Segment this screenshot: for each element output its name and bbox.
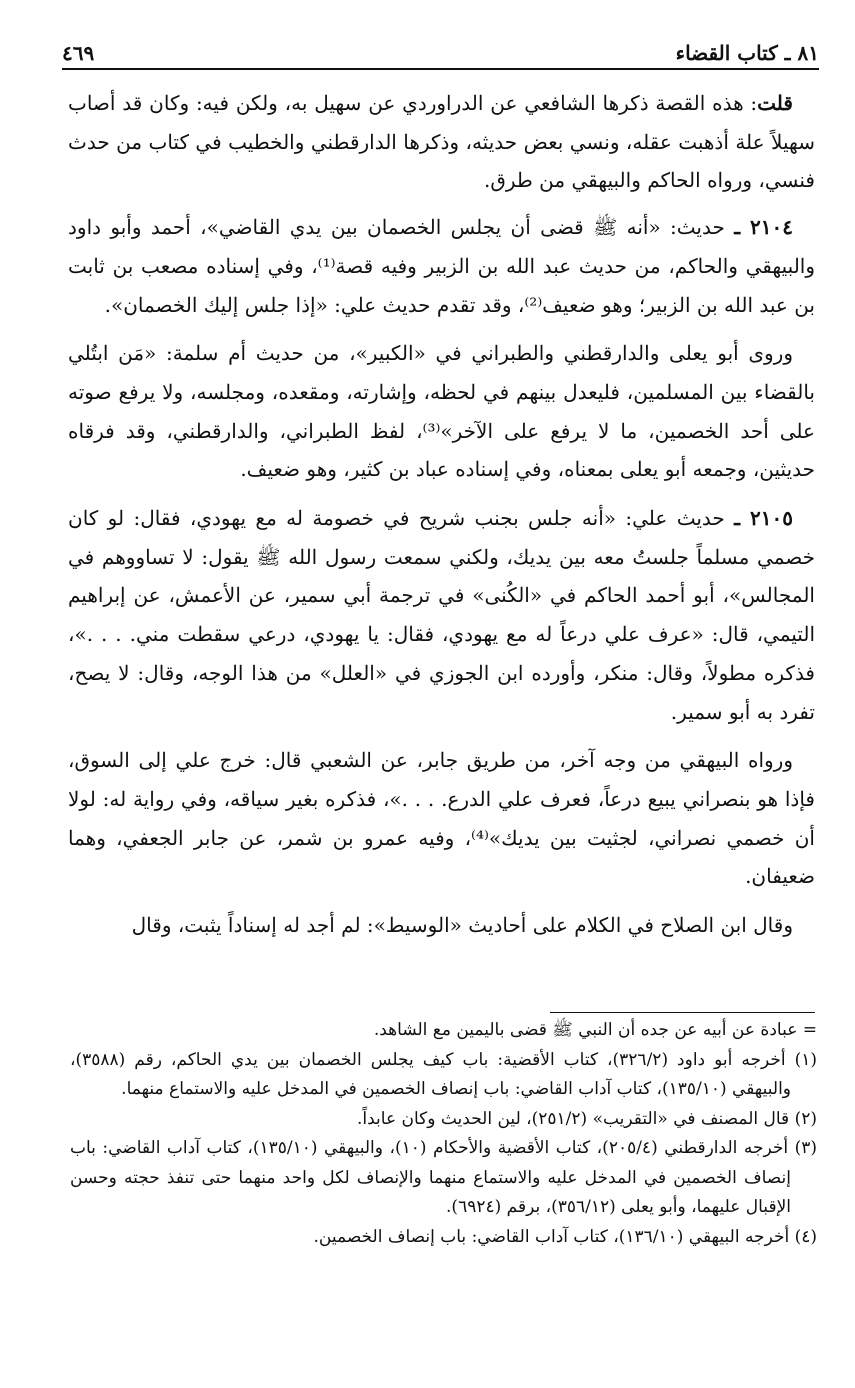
paragraph-ibn-salah: وقال ابن الصلاح في الكلام على أحاديث «الوسيط»: لم أجد له إسناداً يثبت، وقال [131,913,793,938]
hadith-2105-number: ٢١٠٥ ـ [734,506,793,531]
footnote-4: (٤) أخرجه البيهقي (١٣٦/١٠)، كتاب آداب القاضي: باب إنصاف الخصمين. [313,1226,817,1247]
hadith-2104-number: ٢١٠٤ ـ [734,215,793,240]
qult-label: قلت [757,91,793,115]
main-text [68,84,815,955]
hadith-2105-text: حديث علي: «أنه جلس بجنب شريح في خصومة له مع يهودي، فقال: لو كان خصمي مسلماً جلستُ معه بين يديك، ولكني سمعت رسول الله ﷺ يقول: لا تساووهم في المجالس»، أبو أحمد الحاكم في «الكُنى» في ترجمة أبي سمير، عن الأعمش، عن إبراهيم التيمي، قال: «عرف علي درعاً له مع يهودي، فقال: يا يهودي، درعي سقطت مني. . . .»، فذكره مطولاً، وقال: منكر، وأورده ابن الجوزي في «العلل» من هذا الوجه، وقال: لا يصح، تفرد به أبو سمير. [68,506,815,724]
hadith-2104-text: حديث: «أنه ﷺ قضى أن يجلس الخصمان بين يدي القاضي»، أحمد وأبو داود والبيهقي والحاكم، من حديث عبد الله بن الزبير وفيه قصة⁽¹⁾، وفي إسناده مصعب بن ثابت بن عبد الله بن الزبير؛ وهو ضعيف⁽²⁾، وقد تقدم حديث علي: «إذا جلس إليك الخصمان». [68,215,816,317]
page-number: ٤٦٩ [62,41,95,65]
chapter-title: ٨١ ـ كتاب القضاء [675,41,819,65]
footnote-2: (٢) قال المصنف في «التقريب» (٢٥١/٢)، لين الحديث وكان عابداً. [356,1108,817,1129]
paragraph-umm-salama: وروى أبو يعلى والدارقطني والطبراني في «الكبير»، من حديث أم سلمة: «مَن ابتُلي بالقضاء بين المسلمين، فليعدل بينهم في لحظه، وإشارته، ومقعده، ومجلسه، ولا يرفع صوته على أحد الخصمين، ما لا يرفع على الآخر»⁽³⁾، لفظ الطبراني، والدارقطني، وقد فرقاه حديثين، وجمعه أبو يعلى بمعناه، وفي إسناده عباد بن كثير، وهو ضعيف. [68,341,815,482]
paragraph-qult [68,84,815,200]
footnote-rule [550,1012,815,1013]
hadith-2104 [68,208,815,324]
footnote-1: (١) أخرجه أبو داود (٣٢٦/٢)، كتاب الأقضية: باب كيف يجلس الخصمان بين يدي الحاكم، رقم (٣٥٨٨)، والبيهقي (١٣٥/١٠)، كتاب آداب القاضي: باب إنصاف الخصمين في المدخل عليه والاستماع منهما. [70,1049,817,1099]
header-rule [62,68,819,70]
paragraph-bayhaqi: ورواه البيهقي من وجه آخر، من طريق جابر، عن الشعبي قال: خرج علي إلى السوق، فإذا هو بنصراني يبيع درعاً، فعرف علي الدرع. . . .»، فذكره بغير سياقه، وفي رواية له: لولا أن خصمي نصراني، لجثيت بين يديك»⁽⁴⁾، وفيه عمرو بن شمر، عن جابر الجعفي، وهما ضعيفان. [68,748,815,889]
hadith-2105 [68,499,815,731]
footnotes [70,1016,817,1252]
footnote-continuation: = عبادة عن أبيه عن جده أن النبي ﷺ قضى باليمين مع الشاهد. [373,1020,817,1040]
qult-text: : هذه القصة ذكرها الشافعي عن الدراوردي عن سهيل به، ولكن فيه: وكان قد أصاب سهيلاً علة أذهبت عقله، ونسي بعض حديثه، وذكرها الدارقطني والخطيب في كتاب من حدث فنسي، ورواه الحاكم والبيهقي من طرق. [68,91,815,193]
page-header [62,36,819,70]
footnote-3: (٣) أخرجه الدارقطني (٢٠٥/٤)، كتاب الأقضية والأحكام (١٠)، والبيهقي (١٣٥/١٠)، كتاب آداب القاضي: باب إنصاف الخصمين في المدخل عليه والاستماع منهما والإنصاف لكل واحد منهما حتى تنفذ حجته وحسن الإقبال عليهما، وأبو يعلى (٣٥٦/١٢)، برقم (٦٩٢٤). [70,1138,817,1217]
